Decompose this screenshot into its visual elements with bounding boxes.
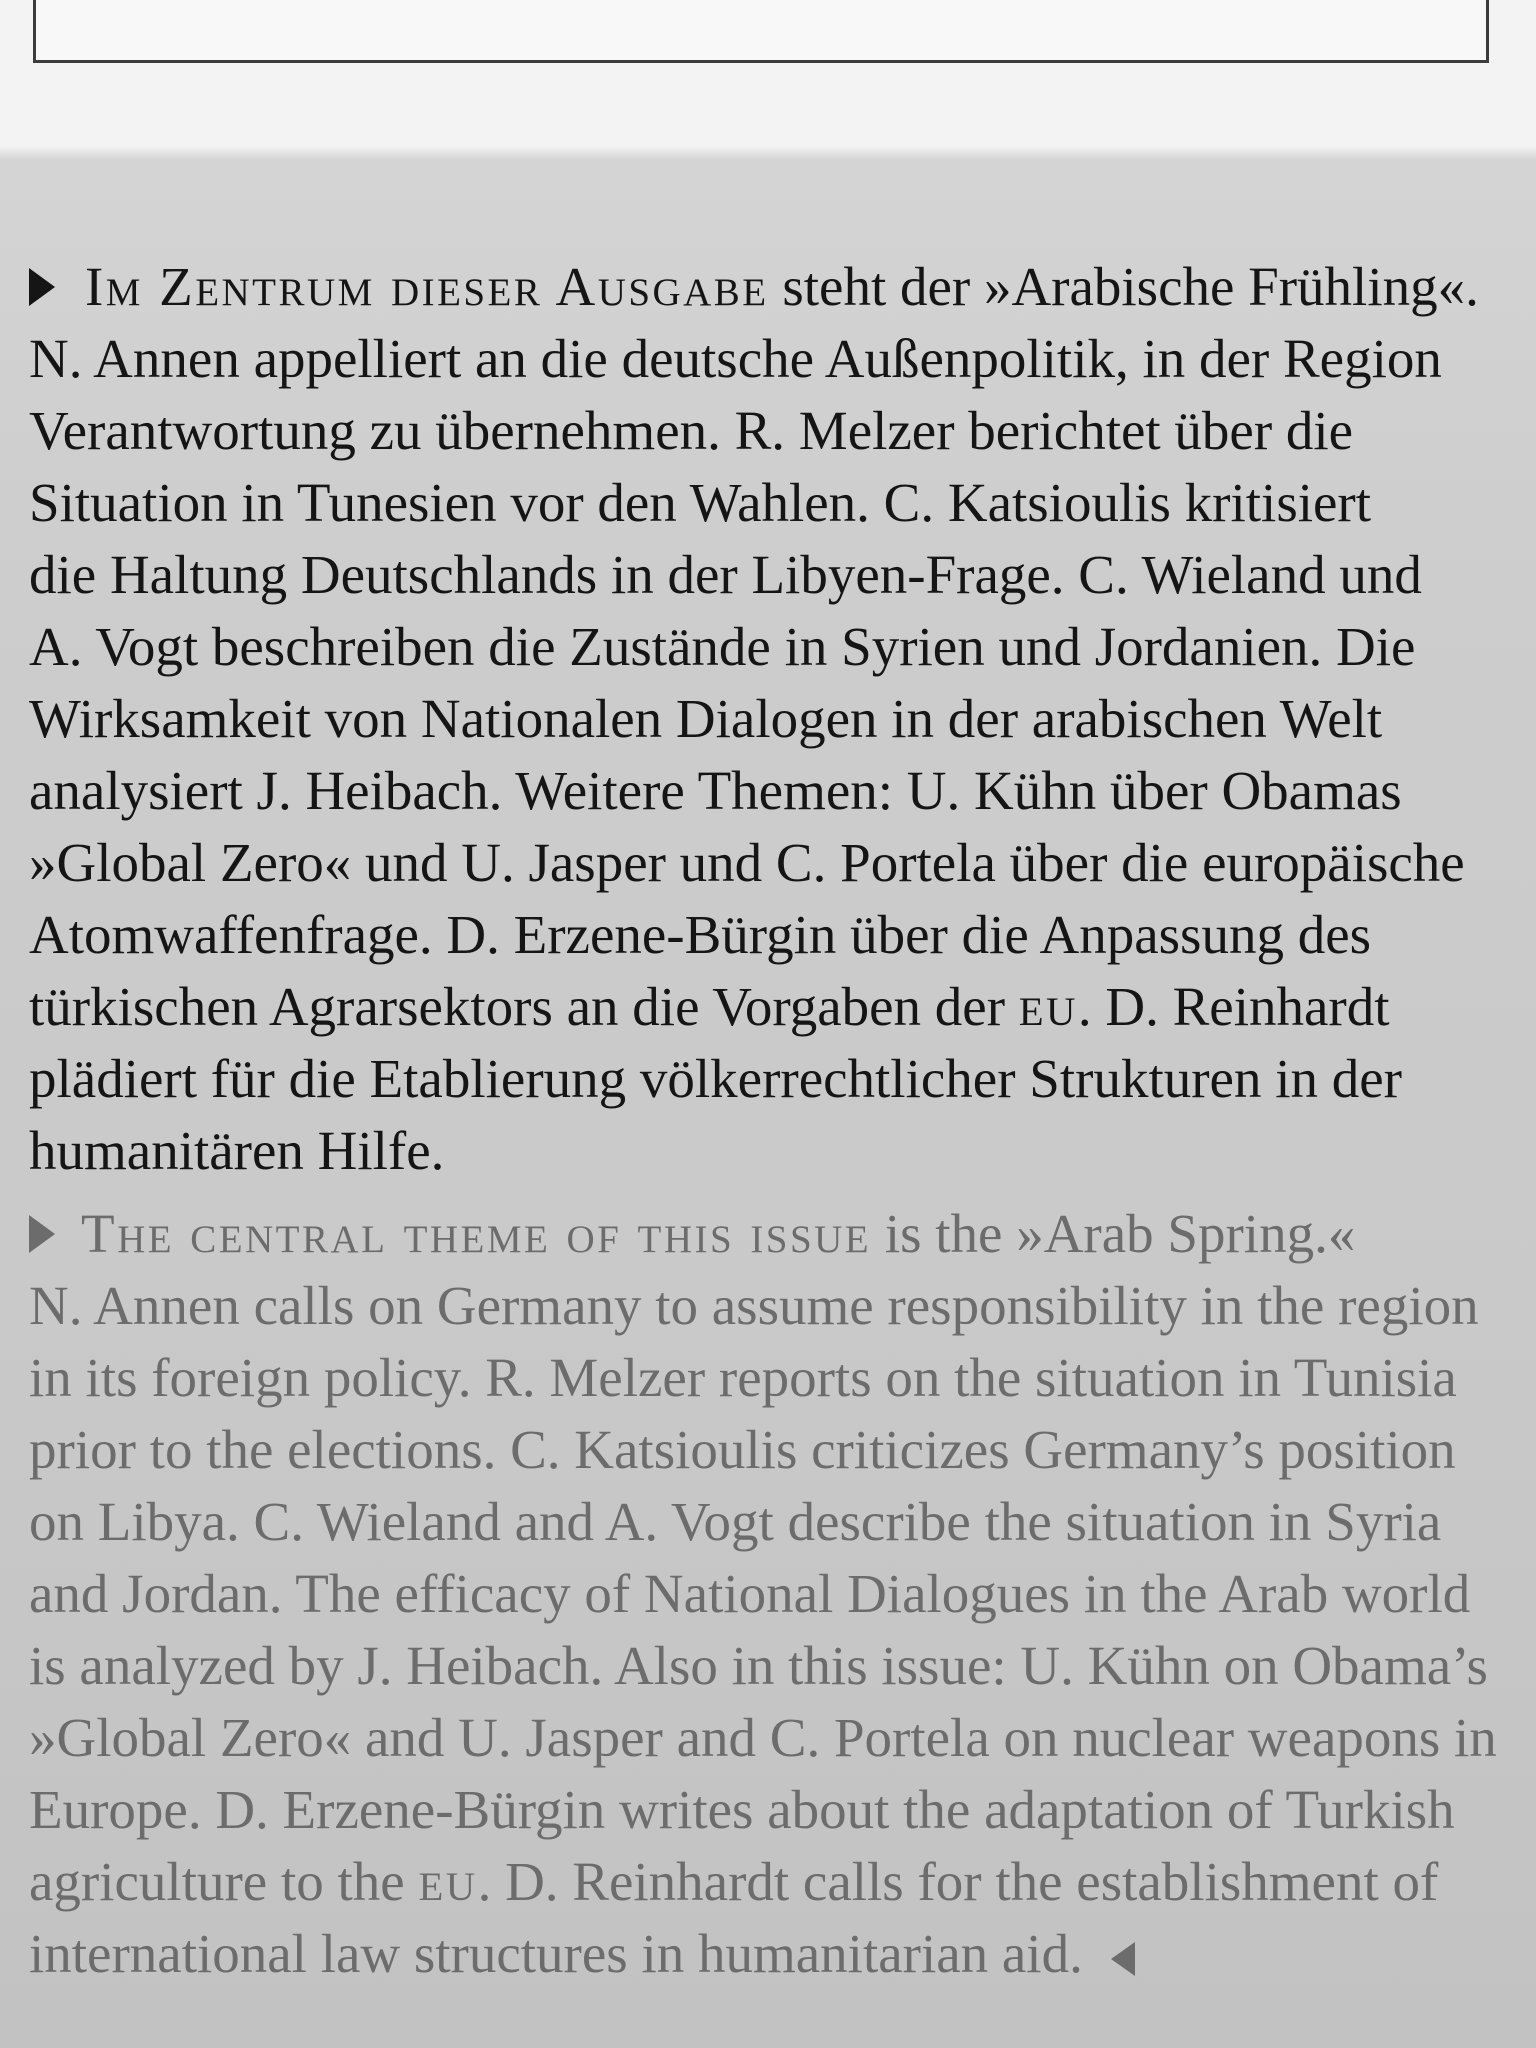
english-summary: [29, 1198, 1524, 1990]
english-line-8: »Global Zero« and U. Jasper and C. Portela on nuclear weapons in: [29, 1707, 1497, 1768]
english-line-2: N. Annen calls on Germany to assume responsibility in the region: [29, 1275, 1479, 1336]
english-line-11-text: international law structures in humanitarian aid.: [29, 1923, 1083, 1984]
right-triangle-icon: [29, 268, 55, 306]
german-line-11-after: . D. Reinhardt: [1077, 976, 1390, 1037]
german-line-12: plädiert für die Etablierung völkerrechtlicher Strukturen in der: [29, 1048, 1402, 1109]
left-triangle-icon: [1111, 1942, 1135, 1976]
german-line-11-before: türkischen Agrarsektors an die Vorgaben der: [29, 976, 1019, 1037]
english-lead: The central theme of this issue: [81, 1203, 872, 1264]
english-eu-abbreviation: EU: [418, 1864, 478, 1909]
german-lead: Im Zentrum dieser Ausgabe: [85, 256, 769, 317]
english-line-3: in its foreign policy. R. Melzer reports on the situation in Tunisia: [29, 1347, 1457, 1408]
german-line-1: [29, 251, 1524, 323]
english-line-5: on Libya. C. Wieland and A. Vogt describe the situation in Syria: [29, 1491, 1442, 1552]
top-frame-box: [33, 0, 1489, 63]
german-line-3: Verantwortung zu übernehmen. R. Melzer berichtet über die: [29, 400, 1354, 461]
german-eu-abbreviation: EU: [1018, 989, 1078, 1034]
german-line-2: N. Annen appelliert an die deutsche Außenpolitik, in der Region: [29, 328, 1442, 389]
german-line-4: Situation in Tunesien vor den Wahlen. C. Katsioulis kritisiert: [29, 472, 1372, 533]
german-line-10: Atomwaffenfrage. D. Erzene-Bürgin über die Anpassung des: [29, 904, 1372, 965]
english-line-9: Europe. D. Erzene-Bürgin writes about the adaptation of Turkish: [29, 1779, 1455, 1840]
english-line-10-after: . D. Reinhardt calls for the establishment of: [477, 1851, 1439, 1912]
english-line-10: [29, 1846, 1524, 1918]
german-line-13: humanitären Hilfe.: [29, 1120, 445, 1181]
english-line-7: is analyzed by J. Heibach. Also in this issue: U. Kühn on Obama’s: [29, 1635, 1488, 1696]
english-line-1: [29, 1198, 1524, 1270]
german-summary: [29, 251, 1524, 1187]
english-line-10-before: agriculture to the: [29, 1851, 419, 1912]
german-line-5: die Haltung Deutschlands in der Libyen-Frage. C. Wieland und: [29, 544, 1422, 605]
german-line-1-text: steht der »Arabische Frühling«.: [768, 256, 1479, 317]
german-line-9: »Global Zero« und U. Jasper und C. Portela über die europäische: [29, 832, 1465, 893]
german-line-8: analysiert J. Heibach. Weitere Themen: U. Kühn über Obamas: [29, 760, 1402, 821]
german-line-6: A. Vogt beschreiben die Zustände in Syrien und Jordanien. Die: [29, 616, 1416, 677]
english-line-1-text: is the »Arab Spring.«: [871, 1203, 1356, 1264]
english-line-11: [29, 1918, 1524, 1990]
english-line-4: prior to the elections. C. Katsioulis criticizes Germany’s position: [29, 1419, 1456, 1480]
german-line-7: Wirksamkeit von Nationalen Dialogen in der arabischen Welt: [29, 688, 1383, 749]
german-line-11: [29, 971, 1524, 1043]
english-line-6: and Jordan. The efficacy of National Dialogues in the Arab world: [29, 1563, 1471, 1624]
right-triangle-icon: [29, 1215, 55, 1253]
